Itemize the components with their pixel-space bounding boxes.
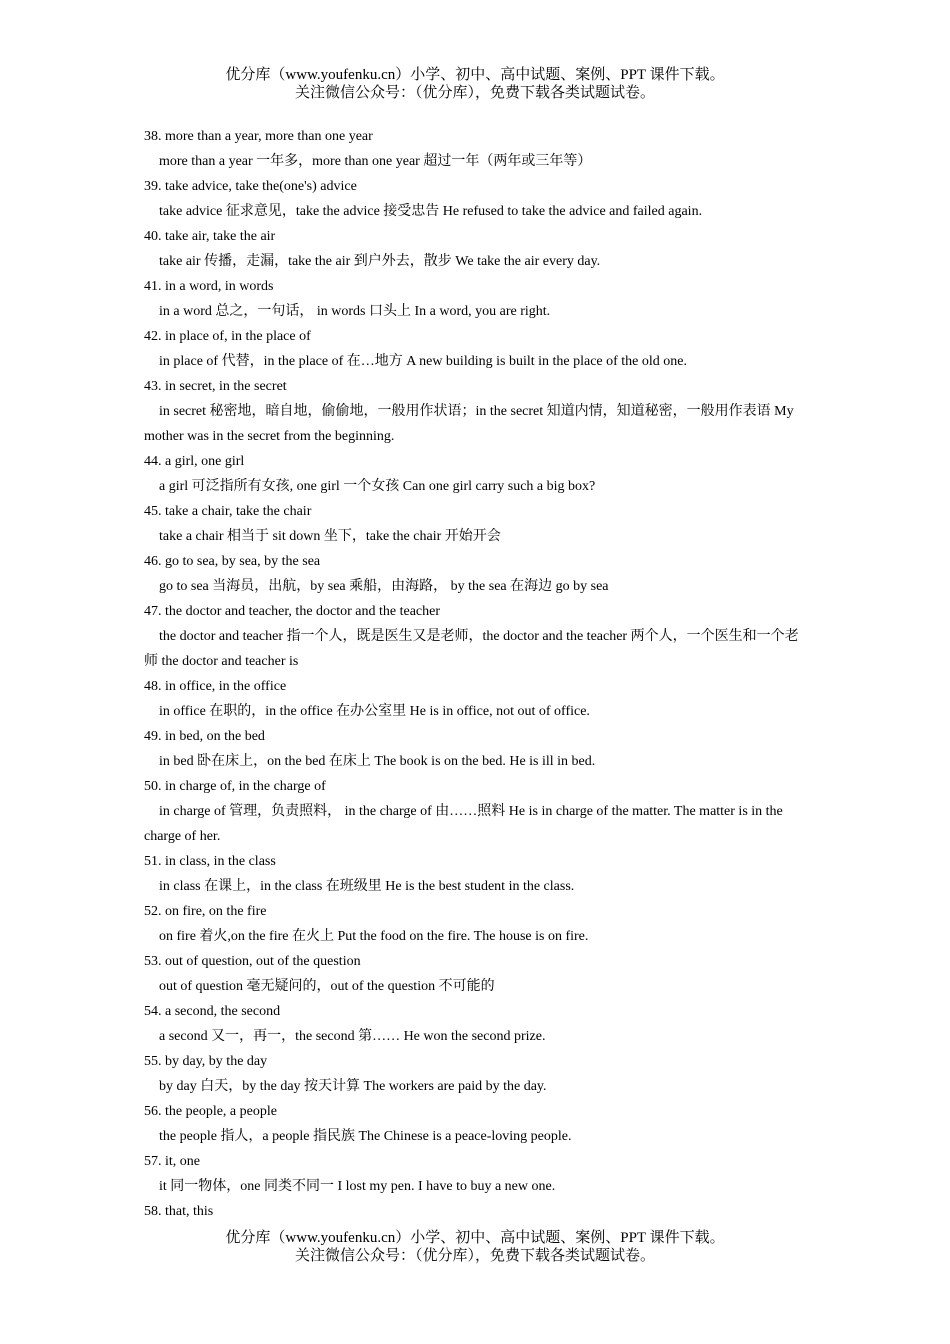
footer-line-1: 优分库（www.youfenku.cn）小学、初中、高中试题、案例、PPT 课件下载。 <box>225 1230 725 1246</box>
phrase-term: 48. in office, in the office <box>144 679 287 694</box>
phrase-term: 39. take advice, take the(one's) advice <box>144 179 357 194</box>
phrase-definition: the doctor and teacher 指一个人，既是医生又是老师，the doctor and the teacher 两个人，一个医生和一个老师 the doctor and teacher is <box>144 629 799 669</box>
phrase-definition: take a chair 相当于 sit down 坐下，take the chair 开始开会 <box>159 529 501 544</box>
phrase-term: 52. on fire, on the fire <box>144 904 267 919</box>
phrase-term: 50. in charge of, in the charge of <box>144 779 326 794</box>
list-item <box>144 549 808 599</box>
list-item <box>144 324 808 374</box>
phrase-term: 44. a girl, one girl <box>144 454 245 469</box>
phrase-term: 41. in a word, in words <box>144 279 274 294</box>
phrase-definition: more than a year 一年多，more than one year 超过一年（两年或三年等） <box>159 154 592 169</box>
phrase-definition: take air 传播，走漏，take the air 到户外去，散步 We take the air every day. <box>159 254 601 269</box>
list-item <box>144 1049 808 1099</box>
list-item <box>144 599 808 674</box>
phrase-term: 54. a second, the second <box>144 1004 281 1019</box>
phrase-definition: in charge of 管理，负责照料， in the charge of 由……照料 He is in charge of the matter. The matter is in the charge of her. <box>144 804 783 844</box>
phrase-definition: in place of 代替，in the place of 在…地方 A new building is built in the place of the old one. <box>159 354 688 369</box>
phrase-term: 47. the doctor and teacher, the doctor and the teacher <box>144 604 441 619</box>
phrase-term: 42. in place of, in the place of <box>144 329 311 344</box>
phrase-term: 55. by day, by the day <box>144 1054 268 1069</box>
phrase-definition: a second 又一，再一，the second 第…… He won the second prize. <box>159 1029 546 1044</box>
phrase-definition: take advice 征求意见，take the advice 接受忠告 He refused to take the advice and failed again. <box>159 204 703 219</box>
phrase-definition: the people 指人，a people 指民族 The Chinese is a peace-loving people. <box>159 1129 572 1144</box>
phrase-term: 43. in secret, in the secret <box>144 379 287 394</box>
phrase-term: 53. out of question, out of the question <box>144 954 361 969</box>
phrase-definition: in bed 卧在床上，on the bed 在床上 The book is on the bed. He is ill in bed. <box>159 754 596 769</box>
list-item <box>144 774 808 849</box>
page-footer <box>0 1229 950 1265</box>
list-item <box>144 124 808 174</box>
list-item <box>144 174 808 224</box>
page-header <box>0 66 950 102</box>
phrase-term: 57. it, one <box>144 1154 200 1169</box>
list-item <box>144 949 808 999</box>
phrase-term: 49. in bed, on the bed <box>144 729 265 744</box>
list-item <box>144 999 808 1049</box>
phrase-term: 38. more than a year, more than one year <box>144 129 373 144</box>
phrase-definition: on fire 着火,on the fire 在火上 Put the food on the fire. The house is on fire. <box>159 929 589 944</box>
phrase-definition: in class 在课上，in the class 在班级里 He is the best student in the class. <box>159 879 575 894</box>
list-item <box>144 374 808 449</box>
list-item <box>144 899 808 949</box>
phrase-definition: a girl 可泛指所有女孩, one girl 一个女孩 Can one girl carry such a big box? <box>159 479 596 494</box>
phrase-list <box>144 124 808 1224</box>
phrase-definition: it 同一物体，one 同类不同一 I lost my pen. I have to buy a new one. <box>159 1179 556 1194</box>
phrase-definition: go to sea 当海员，出航，by sea 乘船，由海路， by the sea 在海边 go by sea <box>159 579 609 594</box>
list-item <box>144 1199 808 1224</box>
list-item <box>144 224 808 274</box>
phrase-term: 51. in class, in the class <box>144 854 276 869</box>
phrase-definition: by day 白天，by the day 按天计算 The workers are paid by the day. <box>159 1079 547 1094</box>
footer-line-2: 关注微信公众号：（优分库），免费下载各类试题试卷。 <box>294 1248 655 1264</box>
list-item <box>144 1099 808 1149</box>
header-line-1: 优分库（www.youfenku.cn）小学、初中、高中试题、案例、PPT 课件下载。 <box>225 67 725 83</box>
phrase-term: 58. that, this <box>144 1204 214 1219</box>
list-item <box>144 499 808 549</box>
phrase-term: 56. the people, a people <box>144 1104 277 1119</box>
list-item <box>144 1149 808 1199</box>
phrase-definition: out of question 毫无疑问的，out of the question 不可能的 <box>159 979 495 994</box>
phrase-definition: in office 在职的，in the office 在办公室里 He is in office, not out of office. <box>159 704 590 719</box>
phrase-term: 46. go to sea, by sea, by the sea <box>144 554 321 569</box>
list-item <box>144 449 808 499</box>
header-line-2: 关注微信公众号：（优分库），免费下载各类试题试卷。 <box>294 85 655 101</box>
phrase-definition: in secret 秘密地，暗自地，偷偷地，一般用作状语；in the secret 知道内情，知道秘密，一般用作表语 My mother was in the secret from the beginning. <box>144 404 794 444</box>
phrase-term: 45. take a chair, take the chair <box>144 504 312 519</box>
list-item <box>144 674 808 724</box>
list-item <box>144 724 808 774</box>
phrase-term: 40. take air, take the air <box>144 229 276 244</box>
phrase-definition: in a word 总之，一句话， in words 口头上 In a word, you are right. <box>159 304 551 319</box>
list-item <box>144 274 808 324</box>
list-item <box>144 849 808 899</box>
